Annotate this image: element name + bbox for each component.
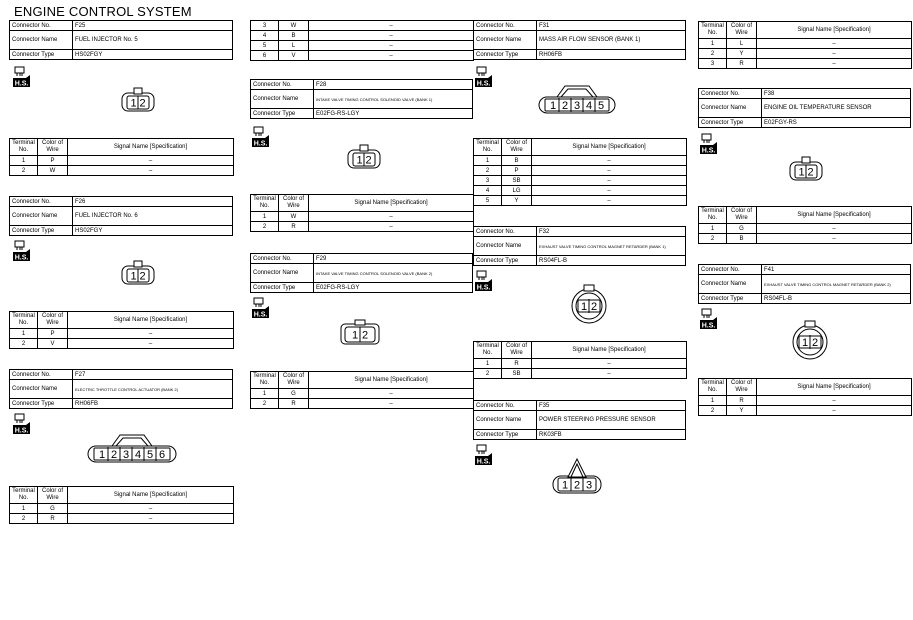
terminal-no: 1 (699, 39, 727, 49)
harness-side-icon (474, 270, 493, 292)
signal-name: – (757, 396, 912, 406)
connector-info-table (698, 264, 911, 304)
table-row (474, 176, 687, 186)
harness-side-icon (12, 66, 31, 88)
svg-text:H.S.: H.S. (14, 254, 29, 262)
wire-color: G (38, 504, 68, 514)
terminal-no-header: Terminal No. (251, 372, 279, 389)
pin-label: 1 (798, 166, 805, 179)
table-row (251, 51, 474, 61)
terminal-no: 1 (251, 212, 279, 222)
terminal-no-header: Terminal No. (699, 207, 727, 224)
signal-name: – (68, 339, 234, 349)
signal-name: – (309, 212, 474, 222)
signal-name: – (68, 514, 234, 524)
connector-no-value: F32 (537, 227, 686, 237)
table-row (251, 41, 474, 51)
terminal-no-header: Terminal No. (699, 22, 727, 39)
connector-type-value: E02FG-RS-LGY (314, 109, 473, 119)
connector-type-value: RH06FB (537, 50, 686, 60)
table-row (699, 224, 912, 234)
pin-label: 3 (585, 479, 593, 492)
table-row (474, 166, 687, 176)
wire-color: R (279, 399, 309, 409)
wire-color-header: Color of Wire (727, 207, 757, 224)
wire-color-header: Color of Wire (727, 22, 757, 39)
pin-label: 2 (110, 449, 118, 461)
terminal-no: 2 (251, 399, 279, 409)
connector-name-label: Connector Name (474, 31, 537, 50)
wire-color: SB (502, 369, 532, 379)
connector-name-value: ELECTRIC THROTTLE CONTROL ACTUATOR (BANK 2) (73, 380, 233, 399)
terminal-no-header: Terminal No. (699, 379, 727, 396)
terminal-table (9, 311, 234, 349)
wire-color: R (279, 222, 309, 232)
connector-info-table (473, 226, 686, 266)
terminal-no: 2 (251, 222, 279, 232)
pin-label: 1 (130, 97, 137, 110)
signal-name: – (68, 329, 234, 339)
connector-no-label: Connector No. (699, 89, 762, 99)
connector-info-table (473, 400, 686, 440)
wire-color: B (279, 31, 309, 41)
pin-label: 2 (561, 100, 569, 112)
terminal-no: 2 (10, 514, 38, 524)
table-row (699, 396, 912, 406)
terminal-no: 2 (699, 49, 727, 59)
signal-name: – (532, 156, 687, 166)
connector-info-table (698, 88, 911, 128)
signal-name: – (309, 31, 474, 41)
connector-name-label: Connector Name (699, 99, 762, 118)
connector-no-label: Connector No. (251, 80, 314, 90)
connector-info-table (250, 253, 473, 293)
svg-text:H.S.: H.S. (14, 427, 29, 435)
terminal-no: 2 (474, 369, 502, 379)
harness-side-icon (12, 240, 31, 262)
connector-info-table (250, 79, 473, 119)
connector-info-table (9, 196, 233, 236)
pin-label: 5 (597, 100, 605, 112)
pin-label: 3 (573, 100, 581, 112)
wire-color-header: Color of Wire (279, 195, 309, 212)
table-row (251, 399, 474, 409)
terminal-table (698, 206, 912, 244)
connector-name-value: EXHAUST VALVE TIMING CONTROL MAGNET RETARDER (BANK 1) (537, 237, 686, 256)
signal-name-header: Signal Name [Specification] (757, 22, 912, 39)
pin-label: 1 (356, 154, 363, 167)
terminal-no-header: Terminal No. (474, 139, 502, 156)
pin-label: 1 (549, 100, 557, 112)
table-row (474, 369, 687, 379)
connector-name-value: POWER STEERING PRESSURE SENSOR (537, 411, 686, 430)
signal-name: – (757, 49, 912, 59)
svg-text:H.S.: H.S. (476, 80, 491, 88)
table-row (699, 406, 912, 416)
terminal-no: 2 (10, 339, 38, 349)
table-row (10, 156, 234, 166)
wire-color: B (502, 156, 532, 166)
connector-face-diagram (790, 319, 830, 361)
terminal-no-header: Terminal No. (10, 312, 38, 329)
connector-no-value: F25 (73, 21, 233, 31)
signal-name-header: Signal Name [Specification] (757, 207, 912, 224)
signal-name: – (757, 224, 912, 234)
signal-name: – (309, 399, 474, 409)
signal-name-header: Signal Name [Specification] (532, 139, 687, 156)
svg-text:H.S.: H.S. (476, 284, 491, 292)
connector-face-diagram (569, 283, 609, 325)
signal-name-header: Signal Name [Specification] (757, 379, 912, 396)
table-row (10, 166, 234, 176)
signal-name: – (532, 196, 687, 206)
connector-type-value: E02FG-RS-LGY (314, 283, 473, 293)
wire-color: P (38, 329, 68, 339)
table-row (474, 186, 687, 196)
connector-face-diagram (788, 155, 824, 183)
connector-type-label: Connector Type (474, 50, 537, 60)
wire-color: B (727, 234, 757, 244)
pin-label: 2 (361, 329, 369, 342)
pin-label: 2 (139, 270, 146, 283)
connector-face-diagram (86, 432, 178, 464)
connector-no-label: Connector No. (10, 21, 73, 31)
pin-label: 1 (801, 337, 809, 349)
terminal-no: 2 (10, 166, 38, 176)
pin-label: 4 (134, 449, 142, 461)
connector-face-diagram (120, 86, 156, 114)
connector-type-label: Connector Type (10, 226, 73, 236)
wire-color: LG (502, 186, 532, 196)
connector-no-label: Connector No. (474, 21, 537, 31)
terminal-no-header: Terminal No. (251, 195, 279, 212)
connector-no-value: F29 (314, 254, 473, 264)
wire-color: P (38, 156, 68, 166)
table-row (10, 504, 234, 514)
signal-name: – (757, 39, 912, 49)
signal-name-header: Signal Name [Specification] (68, 139, 234, 156)
pin-label: 2 (811, 337, 819, 349)
wire-color-header: Color of Wire (279, 372, 309, 389)
signal-name: – (309, 51, 474, 61)
terminal-table (250, 371, 474, 409)
connector-name-value: MASS AIR FLOW SENSOR (BANK 1) (537, 31, 686, 50)
terminal-no: 1 (10, 156, 38, 166)
connector-info-table (473, 20, 686, 60)
terminal-table (473, 138, 687, 206)
table-row (10, 339, 234, 349)
signal-name-header: Signal Name [Specification] (309, 372, 474, 389)
pin-label: 2 (573, 479, 581, 492)
terminal-no: 1 (251, 389, 279, 399)
wire-color: P (502, 166, 532, 176)
signal-name: – (68, 156, 234, 166)
table-row (10, 514, 234, 524)
terminal-no: 1 (10, 329, 38, 339)
wire-color-header: Color of Wire (502, 139, 532, 156)
connector-name-value: EXHAUST VALVE TIMING CONTROL MAGNET RETARDER (BANK 2) (762, 275, 911, 294)
wire-color: G (727, 224, 757, 234)
connector-name-value: INTAKE VALVE TIMING CONTROL SOLENOID VALVE (BANK 2) (314, 264, 473, 283)
harness-side-icon (251, 126, 270, 148)
pin-label: 1 (580, 301, 588, 313)
connector-type-label: Connector Type (699, 294, 762, 304)
connector-name-value: INTAKE VALVE TIMING CONTROL SOLENOID VALVE (BANK 1) (314, 90, 473, 109)
terminal-no: 5 (474, 196, 502, 206)
terminal-table (698, 378, 912, 416)
connector-no-label: Connector No. (474, 227, 537, 237)
terminal-table (250, 20, 474, 61)
connector-no-label: Connector No. (10, 197, 73, 207)
connector-type-label: Connector Type (10, 399, 73, 409)
terminal-table (250, 194, 474, 232)
terminal-no: 1 (474, 156, 502, 166)
wire-color: W (279, 21, 309, 31)
signal-name: – (309, 21, 474, 31)
connector-type-label: Connector Type (474, 256, 537, 266)
connector-no-value: F35 (537, 401, 686, 411)
terminal-table (9, 138, 234, 176)
wire-color: R (502, 359, 532, 369)
signal-name: – (309, 389, 474, 399)
connector-type-label: Connector Type (699, 118, 762, 128)
connector-no-value: F38 (762, 89, 911, 99)
connector-name-label: Connector Name (10, 31, 73, 50)
connector-face-diagram (537, 83, 617, 115)
table-row (251, 212, 474, 222)
table-row (251, 389, 474, 399)
wire-color: R (727, 59, 757, 69)
connector-type-label: Connector Type (10, 50, 73, 60)
wire-color: V (38, 339, 68, 349)
terminal-no: 3 (474, 176, 502, 186)
terminal-no: 5 (251, 41, 279, 51)
wire-color: W (38, 166, 68, 176)
connector-name-value: FUEL INJECTOR No. 6 (73, 207, 233, 226)
table-row (699, 234, 912, 244)
pin-label: 4 (585, 100, 593, 112)
signal-name: – (532, 176, 687, 186)
connector-no-value: F27 (73, 370, 233, 380)
terminal-no: 1 (699, 396, 727, 406)
connector-type-value: RS04FL-B (762, 294, 911, 304)
wire-color-header: Color of Wire (38, 312, 68, 329)
connector-no-label: Connector No. (10, 370, 73, 380)
wire-color-header: Color of Wire (727, 379, 757, 396)
terminal-no: 1 (10, 504, 38, 514)
signal-name-header: Signal Name [Specification] (532, 342, 687, 359)
wire-color-header: Color of Wire (38, 487, 68, 504)
connector-type-value: HS02FGY (73, 226, 233, 236)
connector-name-label: Connector Name (699, 275, 762, 294)
pin-label: 2 (139, 97, 146, 110)
pin-label: 1 (98, 449, 106, 461)
signal-name: – (532, 369, 687, 379)
signal-name-header: Signal Name [Specification] (309, 195, 474, 212)
connector-face-diagram (551, 457, 603, 495)
wire-color: V (279, 51, 309, 61)
table-row (699, 59, 912, 69)
table-row (251, 21, 474, 31)
signal-name: – (68, 166, 234, 176)
pin-label: 1 (351, 329, 359, 342)
table-row (474, 156, 687, 166)
svg-text:H.S.: H.S. (701, 322, 716, 330)
connector-name-label: Connector Name (10, 207, 73, 226)
terminal-no-header: Terminal No. (10, 487, 38, 504)
connector-info-table (9, 20, 233, 60)
harness-side-icon (474, 66, 493, 88)
terminal-no: 1 (699, 224, 727, 234)
connector-no-value: F26 (73, 197, 233, 207)
signal-name: – (532, 186, 687, 196)
wire-color: Y (502, 196, 532, 206)
pin-label: 2 (365, 154, 372, 167)
connector-face-diagram (339, 318, 381, 348)
signal-name: – (757, 406, 912, 416)
svg-text:H.S.: H.S. (253, 311, 268, 319)
wire-color: R (38, 514, 68, 524)
table-row (10, 329, 234, 339)
connector-no-value: F41 (762, 265, 911, 275)
connector-name-label: Connector Name (474, 411, 537, 430)
connector-type-label: Connector Type (474, 430, 537, 440)
terminal-no: 4 (474, 186, 502, 196)
harness-side-icon (699, 133, 718, 155)
svg-text:H.S.: H.S. (701, 147, 716, 155)
svg-text:H.S.: H.S. (253, 140, 268, 148)
connector-name-label: Connector Name (251, 90, 314, 109)
terminal-no: 1 (474, 359, 502, 369)
harness-side-icon (12, 413, 31, 435)
harness-side-icon (251, 297, 270, 319)
connector-name-value: ENGINE OIL TEMPERATURE SENSOR (762, 99, 911, 118)
wire-color-header: Color of Wire (38, 139, 68, 156)
pin-label: 1 (130, 270, 137, 283)
connector-type-label: Connector Type (251, 283, 314, 293)
terminal-no: 6 (251, 51, 279, 61)
signal-name: – (309, 41, 474, 51)
pin-label: 2 (590, 301, 598, 313)
connector-no-label: Connector No. (474, 401, 537, 411)
pin-label: 5 (146, 449, 154, 461)
svg-text:H.S.: H.S. (476, 458, 491, 466)
terminal-no: 2 (699, 406, 727, 416)
connector-info-table (9, 369, 233, 409)
wire-color: G (279, 389, 309, 399)
connector-type-label: Connector Type (251, 109, 314, 119)
signal-name-header: Signal Name [Specification] (68, 487, 234, 504)
terminal-no: 2 (699, 234, 727, 244)
signal-name: – (68, 504, 234, 514)
terminal-table (473, 341, 687, 379)
connector-name-label: Connector Name (474, 237, 537, 256)
harness-side-icon (699, 308, 718, 330)
terminal-no: 3 (699, 59, 727, 69)
table-row (251, 222, 474, 232)
pin-label: 6 (158, 449, 166, 461)
page-title: ENGINE CONTROL SYSTEM (14, 4, 192, 19)
connector-no-label: Connector No. (251, 254, 314, 264)
signal-name: – (532, 359, 687, 369)
pin-label: 2 (807, 166, 814, 179)
wire-color: Y (727, 406, 757, 416)
harness-side-icon (474, 444, 493, 466)
connector-name-label: Connector Name (251, 264, 314, 283)
signal-name: – (757, 59, 912, 69)
wire-color: L (279, 41, 309, 51)
connector-name-value: FUEL INJECTOR No. 5 (73, 31, 233, 50)
wire-color-header: Color of Wire (502, 342, 532, 359)
connector-type-value: RK03FB (537, 430, 686, 440)
svg-text:H.S.: H.S. (14, 80, 29, 88)
wire-color: R (727, 396, 757, 406)
terminal-no: 4 (251, 31, 279, 41)
connector-type-value: RH06FB (73, 399, 233, 409)
table-row (699, 49, 912, 59)
terminal-no-header: Terminal No. (10, 139, 38, 156)
connector-no-value: F28 (314, 80, 473, 90)
table-row (474, 359, 687, 369)
signal-name-header: Signal Name [Specification] (68, 312, 234, 329)
connector-name-label: Connector Name (10, 380, 73, 399)
connector-face-diagram (346, 143, 382, 171)
connector-no-value: F31 (537, 21, 686, 31)
wire-color: W (279, 212, 309, 222)
terminal-no: 3 (251, 21, 279, 31)
signal-name: – (309, 222, 474, 232)
signal-name: – (757, 234, 912, 244)
wire-color: Y (727, 49, 757, 59)
connector-face-diagram (120, 259, 156, 287)
connector-no-label: Connector No. (699, 265, 762, 275)
pin-label: 3 (122, 449, 130, 461)
terminal-table (9, 486, 234, 524)
wire-color: SB (502, 176, 532, 186)
table-row (699, 39, 912, 49)
connector-type-value: RS04FL-B (537, 256, 686, 266)
terminal-table (698, 21, 912, 69)
terminal-no-header: Terminal No. (474, 342, 502, 359)
table-row (474, 196, 687, 206)
pin-label: 1 (561, 479, 569, 492)
signal-name: – (532, 166, 687, 176)
wire-color: L (727, 39, 757, 49)
connector-type-value: E02FGY-RS (762, 118, 911, 128)
connector-type-value: HS02FGY (73, 50, 233, 60)
table-row (251, 31, 474, 41)
terminal-no: 2 (474, 166, 502, 176)
